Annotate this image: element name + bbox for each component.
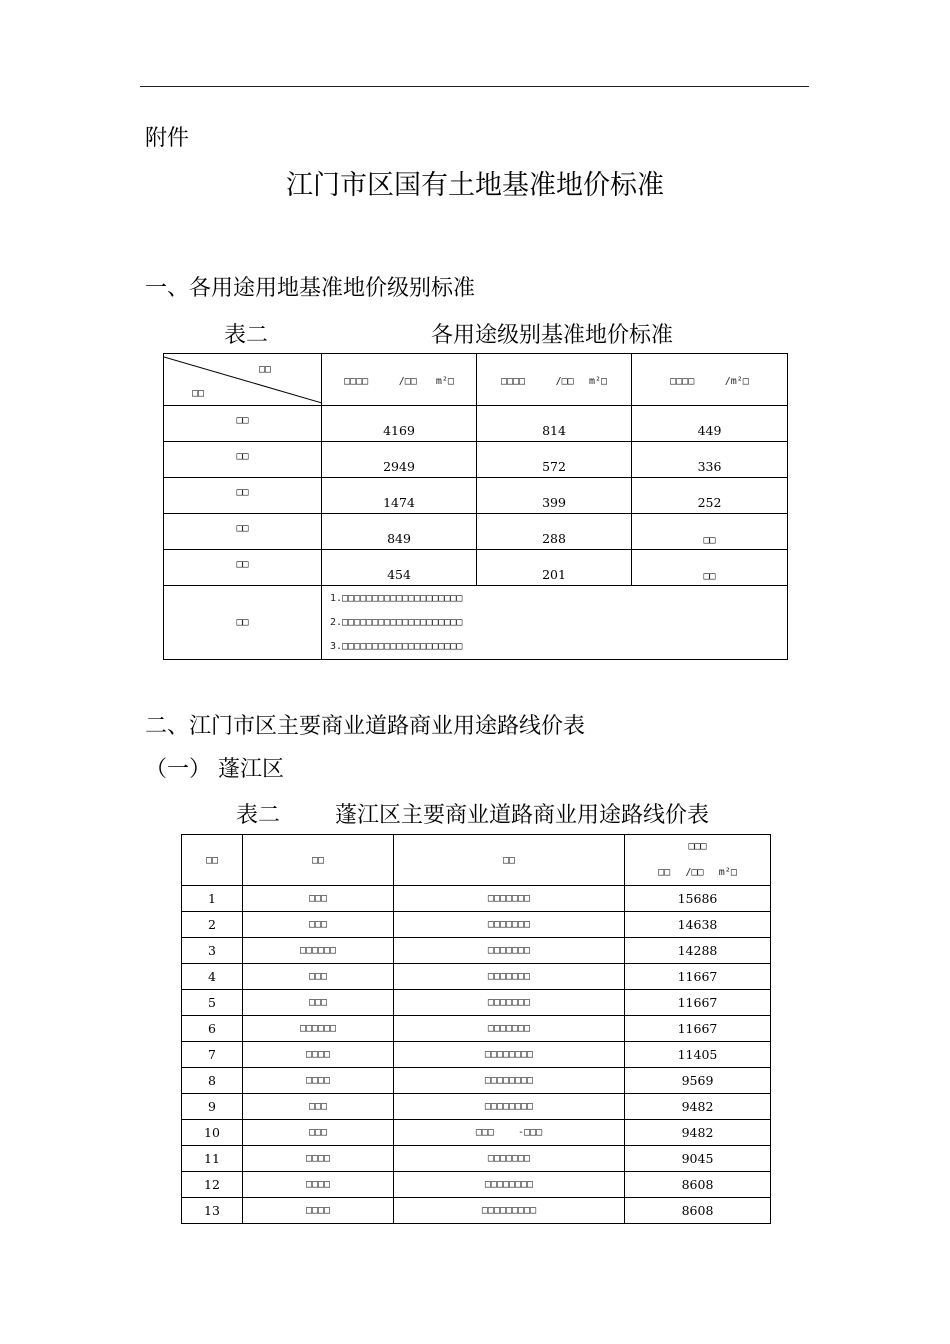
table-row: [182, 1094, 771, 1120]
road-price: 8608: [625, 1198, 771, 1224]
road-name: □□□: [243, 1120, 394, 1146]
road-name: □□□□: [243, 1042, 394, 1068]
price-cell: 399: [477, 478, 632, 514]
diagonal-header-cell: [164, 354, 322, 406]
table-row: [182, 938, 771, 964]
price-cell: 201: [477, 550, 632, 586]
level-cell: □□: [164, 442, 322, 478]
price-cell: 454: [322, 550, 477, 586]
column-header: □□□□ /m²□: [632, 354, 788, 406]
road-name: □□□: [243, 964, 394, 990]
road-price: 9482: [625, 1120, 771, 1146]
row-no: 12: [182, 1172, 243, 1198]
section2-heading: 二、江门市区主要商业道路商业用途路线价表: [145, 714, 586, 739]
diagonal-line: [164, 354, 322, 406]
road-name: □□□: [243, 990, 394, 1016]
header-rule: [140, 86, 809, 87]
attachment-label: 附件: [145, 126, 190, 151]
level-cell: □□: [164, 406, 322, 442]
row-no: 6: [182, 1016, 243, 1042]
table-row: [164, 514, 788, 550]
road-section: □□□ -□□□: [394, 1120, 625, 1146]
table-row: [164, 442, 788, 478]
header-diag-top: □□: [258, 364, 271, 375]
road-price: 9482: [625, 1094, 771, 1120]
notes-cell: [322, 586, 788, 660]
road-section: □□□□□□□□: [394, 1172, 625, 1198]
row-no: 4: [182, 964, 243, 990]
table-row: [182, 912, 771, 938]
price-cell: 1474: [322, 478, 477, 514]
table-row: [164, 550, 788, 586]
road-section: □□□□□□□: [394, 886, 625, 912]
road-price-table: [181, 834, 771, 1224]
road-price: 15686: [625, 886, 771, 912]
table-row: [182, 1146, 771, 1172]
section2-subheading: （一） 蓬江区: [145, 757, 284, 782]
row-no: 11: [182, 1146, 243, 1172]
table-header-row: [164, 354, 788, 406]
road-name: □□□: [243, 912, 394, 938]
road-section: □□□□□□□□: [394, 1068, 625, 1094]
road-section: □□□□□□□□: [394, 1042, 625, 1068]
row-no: 13: [182, 1198, 243, 1224]
column-header: □□□□ /□□ m²□: [322, 354, 477, 406]
road-price: 11405: [625, 1042, 771, 1068]
header-section: □□: [394, 835, 625, 886]
table-row: [182, 1016, 771, 1042]
note-line: 1.□□□□□□□□□□□□□□□□□□□□: [330, 592, 463, 604]
table2-caption-title: 蓬江区主要商业道路商业用途路线价表: [335, 803, 710, 828]
table2-caption-label: 表二: [236, 803, 281, 828]
column-header: □□□□ /□□ m²□: [477, 354, 632, 406]
table-row: [182, 1120, 771, 1146]
road-price: 11667: [625, 990, 771, 1016]
header-price: □□□ □□ /□□ m²□: [625, 835, 771, 886]
header-road: □□: [243, 835, 394, 886]
road-name: □□□: [243, 886, 394, 912]
price-cell: 814: [477, 406, 632, 442]
road-price: 11667: [625, 1016, 771, 1042]
road-price: 14288: [625, 938, 771, 964]
road-name: □□□□: [243, 1068, 394, 1094]
section1-heading: 一、各用途用地基准地价级别标准: [145, 276, 476, 301]
table-row: [182, 1198, 771, 1224]
road-price: 9569: [625, 1068, 771, 1094]
row-no: 8: [182, 1068, 243, 1094]
land-price-table: [163, 353, 788, 660]
header-no: □□: [182, 835, 243, 886]
price-cell: 252: [632, 478, 788, 514]
document-title: 江门市区国有土地基准地价标准: [286, 170, 664, 201]
table-row: [182, 964, 771, 990]
road-section: □□□□□□□□□: [394, 1198, 625, 1224]
level-cell: □□: [164, 478, 322, 514]
road-name: □□□□: [243, 1172, 394, 1198]
price-cell: 2949: [322, 442, 477, 478]
road-price: 11667: [625, 964, 771, 990]
road-name: □□□□□□: [243, 938, 394, 964]
road-name: □□□□: [243, 1146, 394, 1172]
row-no: 3: [182, 938, 243, 964]
road-price: 8608: [625, 1172, 771, 1198]
price-cell: 849: [322, 514, 477, 550]
price-cell: 288: [477, 514, 632, 550]
table1-caption-title: 各用途级别基准地价标准: [431, 323, 674, 348]
table-row: [182, 1042, 771, 1068]
row-no: 2: [182, 912, 243, 938]
table-row: [182, 1068, 771, 1094]
road-price: 14638: [625, 912, 771, 938]
price-cell: □□: [632, 550, 788, 586]
row-no: 10: [182, 1120, 243, 1146]
road-name: □□□□: [243, 1198, 394, 1224]
level-cell: □□: [164, 514, 322, 550]
table-header-row: [182, 835, 771, 886]
road-name: □□□: [243, 1094, 394, 1120]
table-row: [182, 1172, 771, 1198]
row-no: 9: [182, 1094, 243, 1120]
notes-label: □□: [164, 586, 322, 660]
road-section: □□□□□□□: [394, 912, 625, 938]
road-section: □□□□□□□□: [394, 1094, 625, 1120]
table-row: [164, 478, 788, 514]
row-no: 5: [182, 990, 243, 1016]
price-cell: 336: [632, 442, 788, 478]
note-line: 2.□□□□□□□□□□□□□□□□□□□□: [330, 616, 463, 628]
table-row: [182, 990, 771, 1016]
road-section: □□□□□□□: [394, 964, 625, 990]
road-price: 9045: [625, 1146, 771, 1172]
price-cell: 449: [632, 406, 788, 442]
road-section: □□□□□□□: [394, 938, 625, 964]
road-name: □□□□□□: [243, 1016, 394, 1042]
road-section: □□□□□□□: [394, 1016, 625, 1042]
road-section: □□□□□□□: [394, 990, 625, 1016]
level-cell: □□: [164, 550, 322, 586]
row-no: 7: [182, 1042, 243, 1068]
table1-caption-label: 表二: [224, 323, 269, 348]
header-diag-bottom: □□: [192, 388, 205, 399]
price-cell: 572: [477, 442, 632, 478]
price-cell: □□: [632, 514, 788, 550]
row-no: 1: [182, 886, 243, 912]
note-line: 3.□□□□□□□□□□□□□□□□□□□□: [330, 640, 463, 652]
table-row: [182, 886, 771, 912]
price-cell: 4169: [322, 406, 477, 442]
table-row: [164, 406, 788, 442]
notes-row: [164, 586, 788, 660]
road-section: □□□□□□□: [394, 1146, 625, 1172]
